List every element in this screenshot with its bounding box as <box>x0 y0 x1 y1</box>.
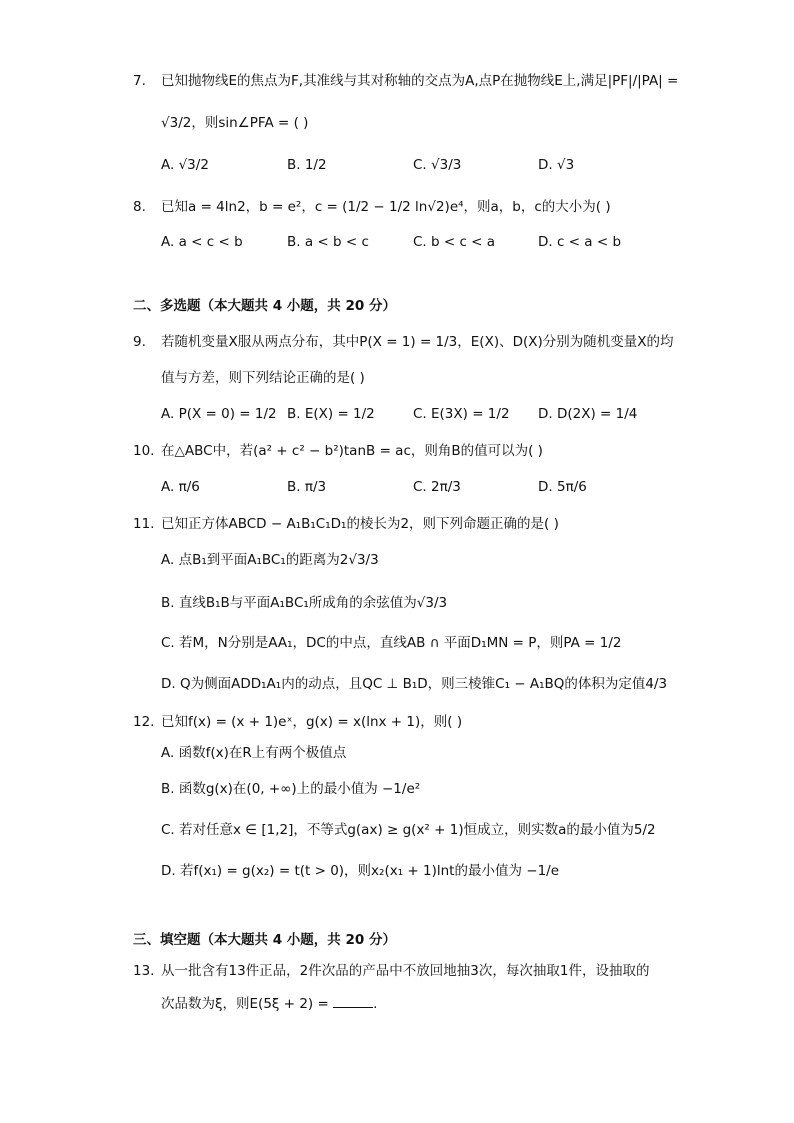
option-c: C. b < c < a <box>413 234 496 250</box>
question-text-line <box>161 995 377 1013</box>
question-text: 次品数为ξ，则E(5ξ + 2) = <box>161 996 329 1012</box>
option-d: D. Q为侧面ADD₁A₁内的动点，且QC ⊥ B₁D，则三棱锥C₁ − A₁BQ的体积为定值4/3 <box>161 676 668 692</box>
option-d: D. D(2X) = 1/4 <box>538 406 638 422</box>
option-a: A. π/6 <box>161 479 200 495</box>
question-number: 12. <box>133 714 155 730</box>
question-text: 已知正方体ABCD − A₁B₁C₁D₁的棱长为2，则下列命题正确的是( ) <box>161 516 559 532</box>
question-text: 已知抛物线E的焦点为F,其准线与其对称轴的交点为A,点P在抛物线E上,满足|PF|/|PA| = <box>161 73 679 89</box>
option-a: A. 函数f(x)在R上有两个极值点 <box>161 745 347 761</box>
option-d: D. 若f(x₁) = g(x₂) = t(t > 0)，则x₂(x₁ + 1)lnt的最小值为 −1/e <box>161 863 560 879</box>
option-c: C. 若M，N分别是AA₁，DC的中点，直线AB ∩ 平面D₁MN = P，则PA = 1/2 <box>161 635 622 651</box>
question-text: 若随机变量X服从两点分布，其中P(X = 1) = 1/3，E(X)、D(X)分别为随机变量X的均 <box>161 334 674 350</box>
option-a: A. P(X = 0) = 1/2 <box>161 406 277 422</box>
question-text: 从一批含有13件正品，2件次品的产品中不放回地抽3次，每次抽取1件，设抽取的 <box>161 963 650 979</box>
answer-blank[interactable] <box>333 995 373 1008</box>
question-text: 已知f(x) = (x + 1)eˣ，g(x) = x(lnx + 1)，则( ) <box>161 714 463 730</box>
section-heading-fill-blank: 三、填空题（本大题共 4 小题，共 20 分） <box>133 932 396 948</box>
option-c: C. E(3X) = 1/2 <box>413 406 510 422</box>
question-text: 在△ABC中，若(a² + c² − b²)tanB = ac，则角B的值可以为( ) <box>161 443 543 459</box>
question-number: 11. <box>133 516 155 532</box>
option-d: D. c < a < b <box>538 234 622 250</box>
option-b: B. 直线B₁B与平面A₁BC₁所成角的余弦值为√3/3 <box>161 595 448 611</box>
question-number: 10. <box>133 443 155 459</box>
option-b: B. π/3 <box>287 479 327 495</box>
option-a: A. a < c < b <box>161 234 243 250</box>
option-d: D. √3 <box>538 157 575 173</box>
option-c: C. 若对任意x ∈ [1,2]，不等式g(ax) ≥ g(x² + 1)恒成立，则实数a的最小值为5/2 <box>161 822 656 838</box>
blank-tail: . <box>373 996 378 1012</box>
option-b: B. 函数g(x)在(0, +∞)上的最小值为 −1/e² <box>161 781 421 797</box>
option-c: C. 2π/3 <box>413 479 461 495</box>
section-heading-multi-choice: 二、多选题（本大题共 4 小题，共 20 分） <box>133 298 396 314</box>
option-b: B. a < b < c <box>287 234 369 250</box>
question-text: 值与方差，则下列结论正确的是( ) <box>161 370 365 386</box>
option-c: C. √3/3 <box>413 157 462 173</box>
option-a: A. √3/2 <box>161 157 209 173</box>
option-b: B. E(X) = 1/2 <box>287 406 375 422</box>
question-text: 已知a = 4ln2，b = e²，c = (1/2 − 1/2 ln√2)e⁴，则a，b，c的大小为( ) <box>161 199 611 215</box>
question-text: √3/2，则sin∠PFA = ( ) <box>161 115 309 131</box>
question-number: 8. <box>133 199 146 215</box>
option-d: D. 5π/6 <box>538 479 587 495</box>
option-a: A. 点B₁到平面A₁BC₁的距离为2√3/3 <box>161 552 379 568</box>
question-number: 9. <box>133 334 146 350</box>
question-number: 7. <box>133 73 146 89</box>
question-number: 13. <box>133 963 155 979</box>
option-b: B. 1/2 <box>287 157 327 173</box>
